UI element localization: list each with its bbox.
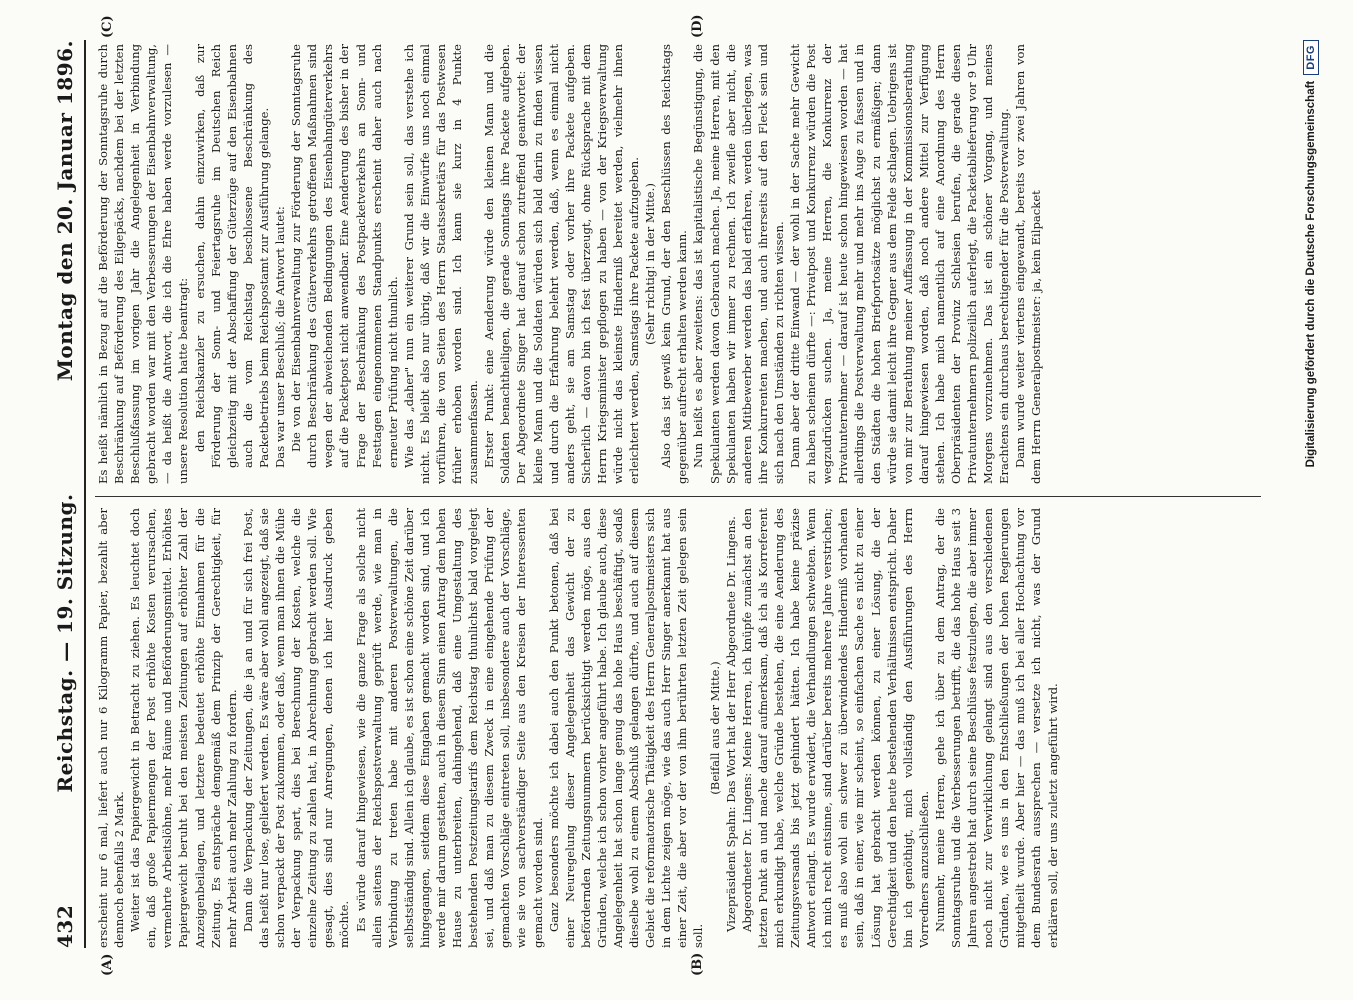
applause-note: (Sehr richtig! in der Mitte.) bbox=[643, 183, 658, 345]
paragraph: Abgeordneter Dr. Lingens: Meine Herren, ich knüpfe zunächst an den letzten Punkt an und mache darauf aufmerksam, daß ich als Korreferent mich erkundigt habe, welche Gründe bestehen, die eine Aenderung des Zeitungsversands bis jetzt gehindert hätten. Ich habe keine präzise Antwort erlangt. Es wurde erwidert, die Verhandlungen schwebten. Wenn ich mich recht entsinne, sind darüber bereits mehrere Jahre verstrichen; es muß also wohl ein schwer zu überwindendes Hinderniß vorhanden sein, daß in einer, wie mir scheint, so einfachen Sache es nicht zu einer Lösung hat gebracht werden können, zu einer Lösung, die der Gerechtigkeit und den heute bestehenden Verhältnissen entspricht. Daher bin ich genöthigt, mich vollständig den Ausführungen des Herrn Vorredners anzuschließen. bbox=[739, 508, 931, 948]
paragraph: erscheint nur 6 mal, liefert auch nur 6 Kilogramm Papier, bezahlt aber dennoch ebenfalls 2 Mark. bbox=[96, 508, 127, 948]
paragraph: Dann die Verpackung der Zeitungen, die ja an und für sich frei Post, das heißt nur lose, geliefert werden. Es wäre aber wohl angezeigt, daß sie schon verpackt der Post zukommen, oder daß, wenn man ihnen die Mühe der Verpackung spart, dies bei Berechnung der Kosten, welche die einzelne Zeitung zu zahlen hat, in Abrechnung gebracht werden soll. Wie gesagt, dies sind nur Anregungen, denen ich hier Ausdruck geben möchte. bbox=[240, 508, 352, 948]
session-title: Reichstag. — 19. Sitzung. bbox=[53, 493, 77, 793]
paragraph: Nun heißt es aber zweitens: das ist kapitalistische Begünstigung, die Spekulanten werden davon Gebrauch machen. Ja, meine Herren, mit den Spekulanten haben wir immer zu rechnen. Ich zweifle aber nicht, die anderen Mitbewerber werden das bald erfahren, werden überlegen, was ihre Konkurrenten machen, und auch ihrerseits auf den Fleck sein und sich nach den Umständen zu richten wissen. bbox=[691, 44, 786, 484]
header-rule bbox=[84, 40, 86, 948]
column-divider bbox=[95, 496, 1261, 497]
paragraph: Das war unser Beschluß; die Antwort lautet: bbox=[273, 206, 288, 468]
paragraph: Wie das „daher" nun ein weiterer Grund sein soll, das verstehe ich nicht. Es bleibt also nur übrig, daß wir die Einwürfe uns noch einmal vorführen, die von Seiten des Herrn Staatssekretärs für das Postwesen früher erhoben worden sind. Ich kann sie kurz in 4 Punkte zusammenfassen. bbox=[401, 44, 481, 484]
applause-note: (Beifall aus der Mitte.) bbox=[707, 661, 722, 795]
dfg-logo: DFG bbox=[1303, 40, 1319, 75]
paragraph: Erster Punkt: eine Aenderung würde den kleinen Mann und die Soldaten benachtheiligen, die gerade Sonntags ihre Packete aufgeben. Der Abgeordnete Singer hat darauf schon zutreffend geantwortet: der kleine Mann und die Soldaten würden sich bald darin zu finden wissen und durch die Erfahrung belehrt werden, daß, wenn es einmal nicht anders geht, sie am Samstag oder vorher ihre Packete aufgeben. Sicherlich — davon bin ich fest überzeugt, ohne Rücksprache mit dem Herrn Kriegsminister gepflogen zu haben — von der Kriegsverwaltung würde nicht das kleinste Hinderniß bereitet werden, vielmehr ihnen erleichtert werden, Samstags ihre Packete aufzugeben. bbox=[482, 44, 642, 484]
session-date: Montag den 20. Januar 1896. bbox=[53, 40, 77, 382]
digitization-credit bbox=[1303, 40, 1319, 467]
right-text-column bbox=[95, 44, 1261, 484]
credit-text: Digitalisierung gefördert durch die Deutsche Forschungsgemeinschaft bbox=[1305, 80, 1317, 468]
page-header bbox=[48, 40, 82, 948]
page-number: 432 bbox=[53, 904, 77, 948]
margin-marker-b: (B) bbox=[690, 952, 705, 976]
left-text-column bbox=[95, 508, 1261, 948]
paragraph: Vizepräsident Spahn: Das Wort hat der Herr Abgeordnete Dr. Lingens. bbox=[723, 516, 738, 932]
paragraph: Nunmehr, meine Herren, gehe ich über zu dem Antrag, der die Sonntagsruhe und die Verbesserungen betrifft, die das hohe Haus seit 3 Jahren angestrebt hat durch seine Beschlüsse festzulegen, die aber immer noch nicht zur Verwirklichung gelangt sind aus den verschiedenen Gründen, wie es uns in den Entschließungen der hohen Regierungen mitgetheilt wurde. Aber hier — das muß ich bei aller Hochachtung vor dem Bundesrath aussprechen — versetze ich nicht, was der Grund erklären soll, der uns zuletzt angeführt wird. bbox=[932, 508, 1060, 948]
margin-marker-d: (D) bbox=[690, 14, 705, 38]
paragraph: Ganz besonders möchte ich dabei auch den Punkt betonen, daß bei einer Neuregelung dieser Angelegenheit das Gewicht der zu befördernden Zeitungsnummern berücksichtigt werden möge, aus den Gründen, welche ich schon vorher angeführt habe. Ich glaube auch, diese Angelegenheit hat schon lange genug das hohe Haus beschäftigt, sodaß dieselbe wohl zu einem Abschluß gelangen dürfte, und auch auf diesem Gebiet die reformatorische Thätigkeit des Herrn Generalpostmeisters sich in dem Lichte zeigen möge, wie das auch Herr Singer anerkannt hat aus einer Zeit, die aber vor der von ihm berührten letzten Zeit gelegen sein soll. bbox=[546, 508, 706, 948]
paragraph: Dann aber der dritte Einwand — der wohl in der Sache mehr Gewicht zu haben scheinen dürfte —: Privatpost und Konkurrenz würden die Post wegzudrücken suchen. Ja, meine Herren, die Konkurrenz der Privatunternehmer — darauf ist heute schon hingewiesen worden — hat allerdings die Postverwaltung mehr und mehr ins Auge zu fassen und in den Städten die hohen Briefportosätze möglichst zu ermäßigen; dann würde sie damit leicht ihre Gegner aus dem Felde schlagen. Uebrigens ist von mir zur Berathung meiner Auffassung in der Kommissionsberathung darauf hingewiesen worden, daß noch andere Mittel zur Verfügung stehen. Ich habe mich namentlich auf eine Anordnung des Herrn Oberpräsidenten der Provinz Schlesien berufen, die gerade diesen Privatunternehmern polizeilich auferlegt, die Packetablieferung vor 9 Uhr Morgens vorzunehmen. Das ist ein schöner Vorgang, und meines Erachtens ein durchaus berechtigender für die Postverwaltung. bbox=[788, 44, 1012, 484]
margin-marker-c: (C) bbox=[100, 15, 115, 38]
quoted-resolution: den Reichskanzler zu ersuchen, dahin einzuwirken, daß zur Förderung der Sonn- und Feiertagsruhe im Deutschen Reich gleichzeitig mit der Abschaffung der Güterzüge auf den Eisenbahnen auch die vom Reichstag beschlossene Beschränkung des Packetbetriebs beim Reichspostamt zur Ausführung gelange. bbox=[192, 44, 271, 468]
paragraph: Dann wurde weiter viertens eingewandt, bereits vor zwei Jahren von dem Herrn Generalpostmeister: ja, kein Eilpacket bbox=[1013, 44, 1044, 484]
paragraph: Weiter ist das Papiergewicht in Betracht zu ziehen. Es leuchtet doch ein, daß große Papiermengen der Post erhöhte Kosten verursachen, vermehrte Arbeitslöhne, mehr Räume und Beförderungsmittel. Erhöhtes Papiergewicht beruht bei den meisten Zeitungen auf erhöhter Zahl der Anzeigenbeilagen, und letztere bedeutet erhöhte Einnahmen für die Zeitung. Es entspräche demgemäß dem Prinzip der Gerechtigkeit, für mehr Arbeit auch mehr Zahlung zu fordern. bbox=[128, 508, 239, 948]
paragraph: Also das ist gewiß kein Grund, der den Beschlüssen des Reichstags gegenüber aufrecht erhalten werden kann. bbox=[659, 44, 690, 484]
paragraph: Es heißt nämlich in Bezug auf die Beförderung der Sonntagsruhe durch Beschränkung auf Beförderung des Eilgepäcks, nachdem bei der letzten Beschlußfassung im vorigen Jahr die Angelegenheit in Verbindung gebracht worden war mit den Verbesserungen der Eisenbahnverwaltung, — da heißt die Antwort, die ich die Ehre haben werde vorzulesen — unsere Resolution hatte beantragt: bbox=[96, 44, 191, 484]
margin-marker-a: (A) bbox=[100, 953, 115, 976]
paragraph: Es würde darauf hingewiesen, wie die ganze Frage als solche nicht allein seitens der Reichspostverwaltung geprüft werde, wie man in Verbindung zu treten habe mit anderen Postverwaltungen, die selbstständig sind. Allein ich glaube, es ist schon eine schöne Zeit darüber hingegangen, seitdem diese Eingaben gemacht worden sind, und ich werde mir darum gestatten, auch in diesem Sinn einen Antrag dem hohen Hause zu unterbreiten, dahingehend, daß eine Umgestaltung des bestehenden Postzeitungstarifs dem Reichstag thunlichst bald vorgelegt sei, und daß man zu diesem Zweck in eine eingehende Prüfung der gemachten Vorschläge eintreten soll, insbesondere auch der Vorschläge, wie sie von sachverständiger Seite aus den Kreisen der Interessenten gemacht worden sind. bbox=[353, 508, 545, 948]
quoted-answer: Die von der Eisenbahnverwaltung zur Förderung der Sonntagsruhe durch Beschränkung des Güterverkehrs getroffenen Maßnahmen sind wegen der abweichenden Bedingungen des Eisenbahngüterverkehrs auf die Packetpost nicht anwendbar. Eine Aenderung des bisher in der Frage der Beschränkung des Postpacketverkehrs an Sonn- und Festtagen eingenommenen Standpunkts erscheint daher auch nach erneuter Prüfung nicht thunlich. bbox=[289, 44, 400, 468]
